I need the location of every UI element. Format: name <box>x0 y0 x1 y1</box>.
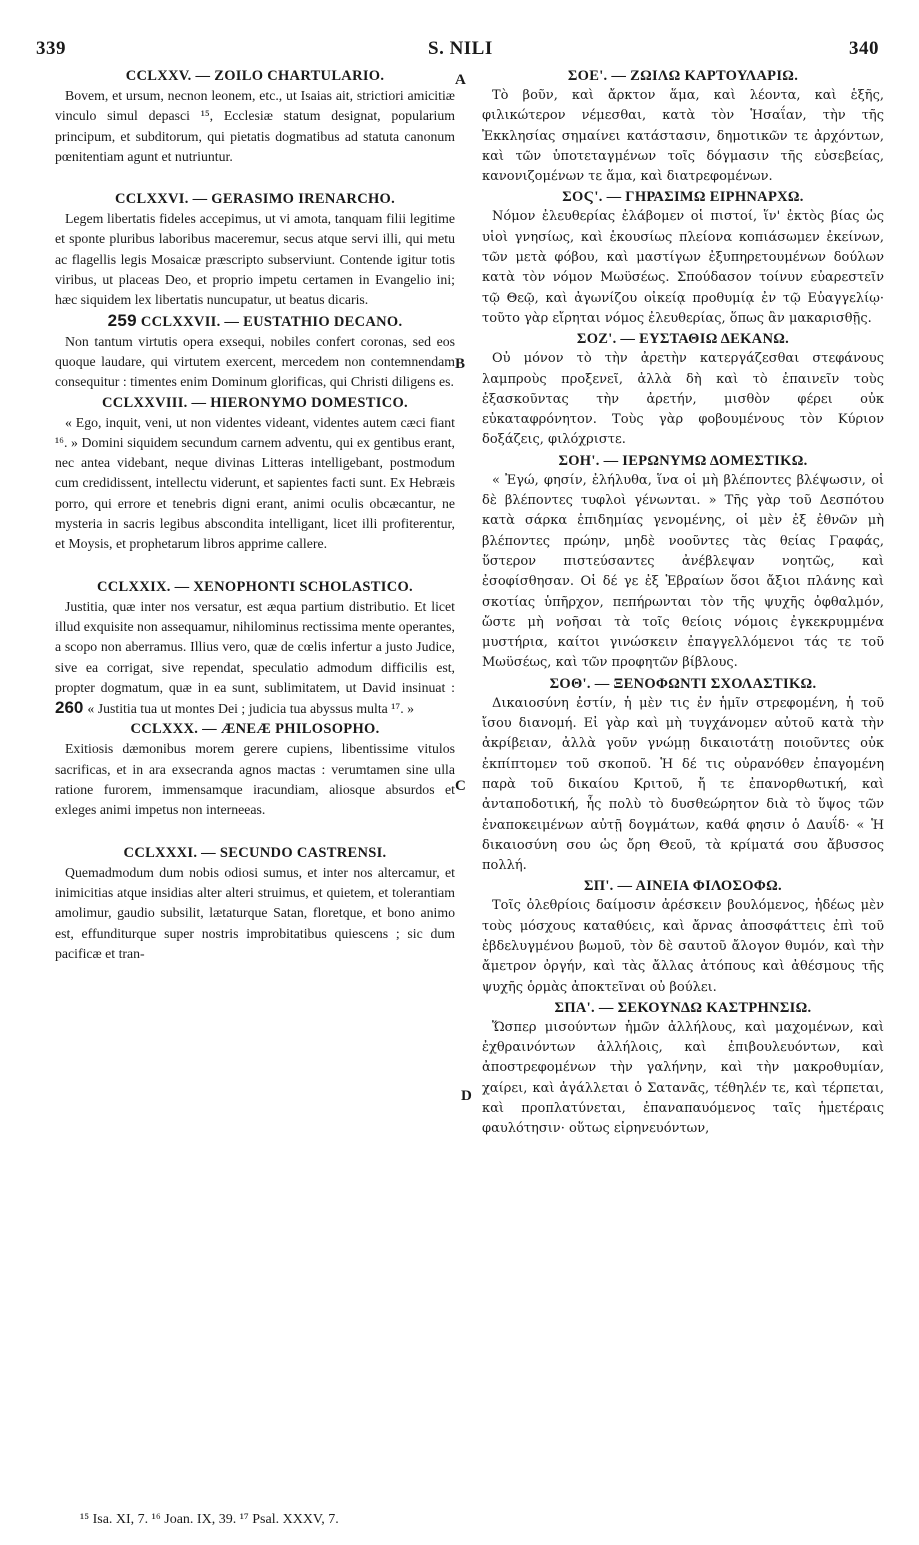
page-number-left: 339 <box>36 38 66 59</box>
letter-text: Ὥσπερ μισούντων ἡμῶν ἀλλήλους, καὶ μαχομένων, καὶ ἐχθραινόντων ἀλλήλοις, καὶ ἐπιβουλευόντων, καὶ ἀποστρεφομένων τὴν γαλήνην, καὶ τὴν μακροθυμίαν, χαίρει, καὶ ἀγάλλεται ὁ Σατανᾶς, τέθηλέν τε, καὶ τέρπεται, καὶ προπλατύνεται, ἐπαναπαυόμενος ταῖς ἡμετέραις φαυλότησιν· οὕτως εἰρηνευόντων, <box>482 1019 884 1137</box>
letter-heading: ΣΟΕ'. — ΖΩΙΛΩ ΚΑΡΤΟΥΛΑΡΙΩ. <box>567 68 799 84</box>
letter-text: Τοῖς ὀλεθρίοις δαίμοσιν ἀρέσκειν βουλόμενος, ἡδέως μὲν τοὺς μόσχους καταθύεις, καὶ ἄρνας ἀποσφάττεις ἐπὶ τοῦ ἐβδελυγμένου βωμοῦ, τὸν δὲ σαυτοῦ ἄλογον θυμόν, καὶ τὴν ἄμετρον ὀργήν, καὶ τὰς ἄλλας ἀτόπους καὶ ἀθέσμους τῆς ψυχῆς ὁρμὰς ἀποκτεῖναι οὐ βούλει. <box>482 898 884 995</box>
letter-heading: CCLXXV. — ZOILO CHARTULARIO. <box>125 68 385 84</box>
page-marker: 259 <box>107 310 137 330</box>
letter-heading: CCLXXXI. — SECUNDO CASTRENSI. <box>123 844 387 861</box>
text-part: « Justitia tua ut montes Dei ; judicia tua abyssus multa ¹⁷. » <box>87 701 414 717</box>
letter-text: Exitiosis dæmonibus morem gerere cupiens, libentissime vitulos sacrificas, et in ara exsecranda agnos mactas : verumtamen sine ulla ratione furorem, immensamque iracundiam, aliosque absurdos et exleges animi impetus non interneeas. <box>55 741 455 818</box>
page-number-right: 340 <box>849 38 879 59</box>
text-part: Justitia, quæ inter nos versatur, est æqua partium distributio. Et licet illud exquisite non assequamur, nihilominus rectissima mente operantes, a scopo non aberramus. Illius vero, quæ de cœlis infertur a justo Judice, sive ea corrigat, sive rependat, speculatio admodum difficilis est, propter dogmatum, quæ in ea sunt, sublimitatem, ut David insinuat : <box>55 598 455 695</box>
letter-text: Οὐ μόνον τὸ τὴν ἀρετὴν κατεργάζεσθαι στεφάνους λαμπροὺς προξενεῖ, ἀλλὰ δὴ καὶ τὸ ἐπαινεῖν τοὺς ἐξασκοῦντας τὴν ἀρετήν, μισθὸν φέρει οὐκ εὐκαταφρόνητον. Τοὺς γὰρ φοβουμένους τὸν Κύριον δοξάζεις, φιλόχριστε. <box>482 351 884 448</box>
letter-heading: CCLXXVI. — GERASIMO IRENARCHO. <box>114 191 396 208</box>
letter-heading: ΣΟΗ'. — ΙΕΡΩΝΥΜΩ ΔΟΜΕΣΤΙΚΩ. <box>558 452 808 469</box>
page-header <box>0 38 919 64</box>
footnotes: ¹⁵ Isa. XI, 7. ¹⁶ Joan. IX, 39. ¹⁷ Psal. XXXV, 7. <box>80 1512 339 1527</box>
greek-column <box>482 66 884 1140</box>
letter-heading: ΣΟΖ'. — ΕΥΣΤΑΘΙΩ ΔΕΚΑΝΩ. <box>576 331 790 348</box>
letter-text: Νόμον ἐλευθερίας ἐλάβομεν οἱ πιστοί, ἵν' ἐκτὸς βίας ὡς υἱοὶ γνησίως, καὶ ἑκουσίως πλείονα κοπιάσωμεν ἐκείνων, τῶν μετὰ φόβου, καὶ μαστίγων ἐξυπηρετουμένων δούλων κατὰ τὸν νόμον Μωϋσέως. Σπούδασον τοίνυν εὐαρεστεῖν τῷ Θεῷ, καὶ ἀγωνίζου οἰκείᾳ προθυμίᾳ ἐν τῷ Εὐαγγελίῳ· τοῦτο γὰρ εἴρηται νόμος ἐλευθερίας, ὅπως ἂν μακαρισθῇς. <box>482 209 884 326</box>
letter-heading <box>55 311 455 332</box>
letter-heading: CCLXXX. — ÆNEÆ PHILOSOPHO. <box>130 721 380 738</box>
margin-marker-d: D <box>461 1088 472 1104</box>
letter-heading: CCLXXIX. — XENOPHONTI SCHOLASTICO. <box>97 578 413 595</box>
letter-text: « Ego, inquit, veni, ut non videntes videant, videntes autem cæci fiant ¹⁶. » Domini siquidem secundum carnem adventu, qui ex gentibus erant, nec antea videbant, neque divinas Litteras intelligebant, postmodum cum credidissent, intellectu viderunt, et sapientes facti sunt. Ex Hebræis porro, qui errore et tenebris digni erant, animi oculis obcæcantur, ne mysteria in sacris legibus abscondita intelligant, licet illi profiterentur, et Moysis, et prophetarum libros apprime callere. <box>55 414 455 552</box>
latin-column <box>55 66 455 964</box>
margin-marker-a: A <box>455 72 466 88</box>
letter-text: Δικαιοσύνη ἐστίν, ἡ μὲν τις ἐν ἡμῖν στρεφομένη, ἡ τοῦ ἴσου διανομή. Εἰ γὰρ καὶ μὴ τυγχάνομεν αὐτοῦ κατὰ τὴν ἀκρίβειαν, ἀλλὰ γοῦν γνώμῃ δικαιοτάτῃ ποιοῦντες οὐκ ἐκπίπτομεν τοῦ σκοποῦ. Ἡ δέ τις οὐρανόθεν ἐπαγομένη παρὰ τοῦ δικαίου Κριτοῦ, ἤ τε ἐπανορθωτική, καὶ ἀνταποδοτική, ἧς πολὺ τὸ δυσθεώρητον διὰ τὸ ὕψος τῶν ἐναποκειμένων αὐτῇ δογμάτων, καθά φησιν ὁ Δαυΐδ· « Ἡ δικαιοσύνη σου ὡς ὄρη Θεοῦ, τὰ κρίματά σου ἄβυσσος πολλή. <box>482 695 884 874</box>
margin-marker-c: C <box>455 778 466 794</box>
letter-text: Τὸ βοῦν, καὶ ἄρκτον ἅμα, καὶ λέοντα, καὶ ἑξῆς, φιλικώτερον νέμεσθαι, κατὰ τὸν Ἡσαΐαν, τὴν τῆς Ἐκκλησίας σημαίνει κατάστασιν, δημοτικῶν τε ἀρχόντων, καὶ τῶν ὑποτεταγμένων τοῖς δόγμασιν τῆς εὐσεβείας, κανονιζομένων τε ἅμα, καὶ διατρεφομένων. <box>482 88 884 185</box>
letter-heading: ΣΟΘ'. — ΞΕΝΟΦΩΝΤΙ ΣΧΟΛΑΣΤΙΚΩ. <box>549 675 817 692</box>
heading-text: CCLXXVII. — EUSTATHIO DECANO. <box>140 313 403 330</box>
letter-heading: ΣΠ'. — ΑΙΝΕΙΑ ΦΙΛΟΣΟΦΩ. <box>584 878 782 895</box>
letter-text: Bovem, et ursum, necnon leonem, etc., ut Isaias ait, strictiori amicitiæ vinculo simul depasci ¹⁵, Ecclesiæ statum designat, popularium principum, et subditorum, qui pietatis dogmatibus ad statuta canonum pœnitentiam agunt et nutriuntur. <box>55 88 455 164</box>
letter-text <box>55 597 455 720</box>
letter-text: Legem libertatis fideles accepimus, ut vi amota, tanquam filii legitime et sponte pluribus laboribus maceremur, secus atque servi illi, qui metu ac flagellis legis Mosaicæ præscripto subserviunt. Contende igitur totis viribus, ut placeas Deo, et proprio impetu certamen in Evangelio ini; hæc siquidem lex libertatis nuncupatur, ut beatus dicaris. <box>55 211 455 308</box>
page-marker: 260 <box>55 698 84 718</box>
letter-text: Non tantum virtutis opera exsequi, nobiles confert coronas, sed eos quoque laudare, qui virtutem exercent, mercedem non contemnendam consequitur : timentes enim Dominum glorificas, qui Christi diligens es. <box>55 333 455 390</box>
letter-heading: CCLXXVIII. — HIERONYMO DOMESTICO. <box>102 394 408 411</box>
running-title: S. NILI <box>428 38 493 59</box>
letter-text: « Ἐγώ, φησίν, ἐλήλυθα, ἵνα οἱ μὴ βλέποντες βλέψωσιν, οἱ δὲ βλέποντες τυφλοὶ γένωνται. » Τῆς γὰρ τοῦ Δεσπότου κατὰ σάρκα ἐπιδημίας γενομένης, οἱ μὲν ἐξ ἐθνῶν μὴ βλέποντες πρώην, μηδὲ νοοῦντες τὰς θείας Γραφάς, ὕστερον πιστεύσαντες ἀνέβλεψαν νοητῶς, καὶ ἐσοφίσθησαν. Οἱ δέ γε ἐξ Ἑβραίων ὅσοι ἄξιοι πλάνης καὶ σκοτίας ὑπῆρχον, πεπήρωνται τὸν τῆς ψυχῆς ὀφθαλμόν, ὥστε μὴ νοῆσαι τὰ τοῖς θείοις νόμοις ἐγκεκρυμμένα μυστήρια, καίτοι γινώσκειν ἐπαγγελλόμενοι τάς τε τοῦ Μωϋσέως, καὶ τῶν προφητῶν βίβλους. <box>482 472 884 671</box>
margin-marker-b: B <box>455 356 466 372</box>
letter-heading: ΣΟϚ'. — ΓΗΡΑΣΙΜΩ ΕΙΡΗΝΑΡΧΩ. <box>562 189 804 206</box>
letter-heading: ΣΠΑ'. — ΣΕΚΟΥΝΔΩ ΚΑΣΤΡΗΝΣΙΩ. <box>554 999 812 1016</box>
letter-text: Quemadmodum dum nobis odiosi sumus, et inter nos altercamur, et inimicitias atque insidias alter alteri struimus, et quietem, et tolerantiam amolimur, gaudio subsilit, lætaturque Satan, floretque, et bono animo est, effunditurque super nostris improbitatibus quiescens ; sic dum pacificæ et tran- <box>55 864 455 961</box>
